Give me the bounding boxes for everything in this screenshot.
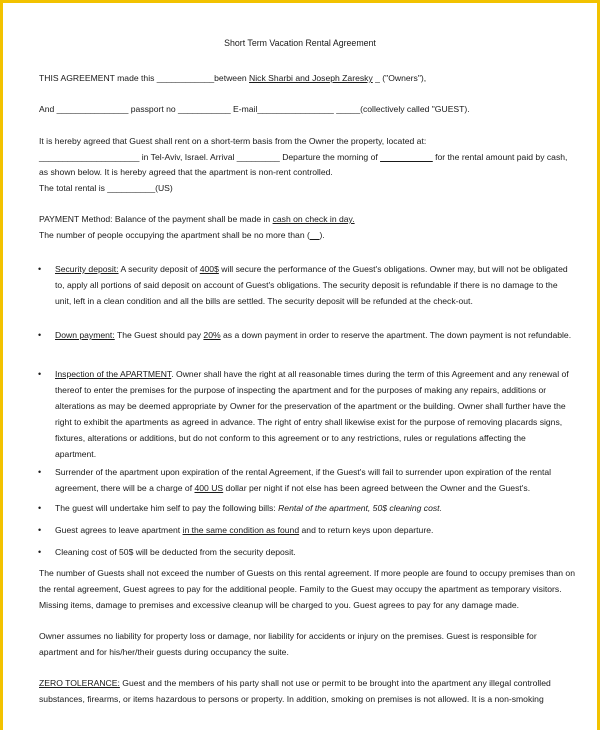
guests-para-line-1: The number of Guests shall not exceed the number of Guests on this rental agreement. If more people are found to occupy premises than on (39, 568, 575, 578)
inspection-line-2: thereof to enter the premises for the purpose of inspecting the apartment and for the purposes of making any repairs, additions or (55, 385, 547, 395)
people-line: The number of people occupying the apartment shall be no more than (__). (39, 230, 325, 240)
bullet-icon: • (38, 503, 42, 513)
bullet-icon: • (38, 369, 42, 379)
surrender-line-1: Surrender of the apartment upon expiration of the rental Agreement, if the Guest's will fail to surrender upon expiration of the rental (55, 467, 552, 477)
bullet-icon: • (38, 330, 42, 340)
bullet-icon: • (38, 467, 42, 477)
condition-line: Guest agrees to leave apartment in the same condition as found and to return keys upon departure. (55, 525, 434, 535)
inspection-line-1: Inspection of the APARTMENT. Owner shall have the right at all reasonable times during the term of this Agreement and any renewal of (55, 369, 569, 379)
security-deposit-line-3: unit, left in a clean condition and all the bills are settled. The security deposit will be refunded at the check-out. (55, 296, 473, 306)
document-page (3, 3, 597, 730)
security-deposit-line-2: to, apply all portions of said deposit on account of Guest's obligations. The security deposit is refundable if there is no damage to the (55, 280, 558, 290)
owner-names: Nick Sharbi and Joseph Zaresky (249, 73, 373, 83)
inspection-line-3: alterations as may be deemed appropriate by Owner for the preservation of the apartment or the building. Owner shall further have the (55, 401, 566, 411)
total-rental-line: The total rental is __________(US) (39, 183, 173, 193)
bills-line: The guest will undertake him self to pay the following bills: Rental of the apartment, 50$ cleaning cost. (55, 503, 442, 513)
surrender-line-2: agreement, there will be a charge of 400 US dollar per night if not else has been agreed between the Owner and the Guest's. (55, 483, 531, 493)
bullet-icon: • (38, 264, 42, 274)
document-title: Short Term Vacation Rental Agreement (224, 38, 376, 48)
guests-para-line-3: Missing items, damage to premises and excessive cleanup will be charged to you. Guest agrees to pay for any damage made. (39, 600, 520, 610)
payment-method-line: PAYMENT Method: Balance of the payment shall be made in cash on check in day. (39, 214, 355, 224)
inspection-line-6: apartment. (55, 449, 97, 459)
agreed-line-1: It is hereby agreed that Guest shall rent on a short-term basis from the Owner the property, located at: (39, 136, 427, 146)
inspection-line-4: right to exhibit the apartments as agreed in advance. The right of entry shall likewise exist for the purpose of removing placards signs, (55, 417, 563, 427)
security-deposit-line-1: Security deposit: A security deposit of 400$ will secure the performance of the Guest's obligations. Owner may, but will not be obligated (55, 264, 568, 274)
cleaning-line: Cleaning cost of 50$ will be deducted from the security deposit. (55, 547, 296, 557)
zero-tolerance-line-2: substances, firearms, or items hazardous to persons or property. In addition, smoking on premises is not allowed. It is a non-smoking (39, 694, 544, 704)
bullet-icon: • (38, 547, 42, 557)
zero-tolerance-line-1: ZERO TOLERANCE: Guest and the members of his party shall not use or permit to be brought into the apartment any illegal controlled (39, 678, 551, 688)
agreed-line-2: _____________________ in Tel-Aviv, Israel. Arrival _________ Departure the morning of ___________ for the rental amount paid by cash, (39, 152, 568, 162)
guest-line: And _______________ passport no ___________ E-mail________________ _____(collectively called "GUEST). (39, 104, 470, 114)
bullet-icon: • (38, 525, 42, 535)
parties-line: THIS AGREEMENT made this ____________between Nick Sharbi and Joseph Zaresky _ ("Owners"), (39, 73, 427, 83)
down-payment-line: Down payment: The Guest should pay 20% as a down payment in order to reserve the apartment. The down payment is not refundable. (55, 330, 572, 340)
guests-para-line-2: the rental agreement, Guest agrees to pay for the additional people. Family to the Guest may occupy the apartment as temporary visitors. (39, 584, 562, 594)
liability-line-1: Owner assumes no liability for property loss or damage, nor liability for accidents or injury on the premises. Guest is responsible for (39, 631, 537, 641)
inspection-line-5: fixtures, alterations or additions, but do not conform to this agreement or to any restrictions, rules or regulations affecting the (55, 433, 526, 443)
liability-line-2: apartment and for his/her/their guests during occupancy the suite. (39, 647, 289, 657)
agreed-line-3: as shown below. It is hereby agreed that the apartment is non-rent controlled. (39, 167, 333, 177)
